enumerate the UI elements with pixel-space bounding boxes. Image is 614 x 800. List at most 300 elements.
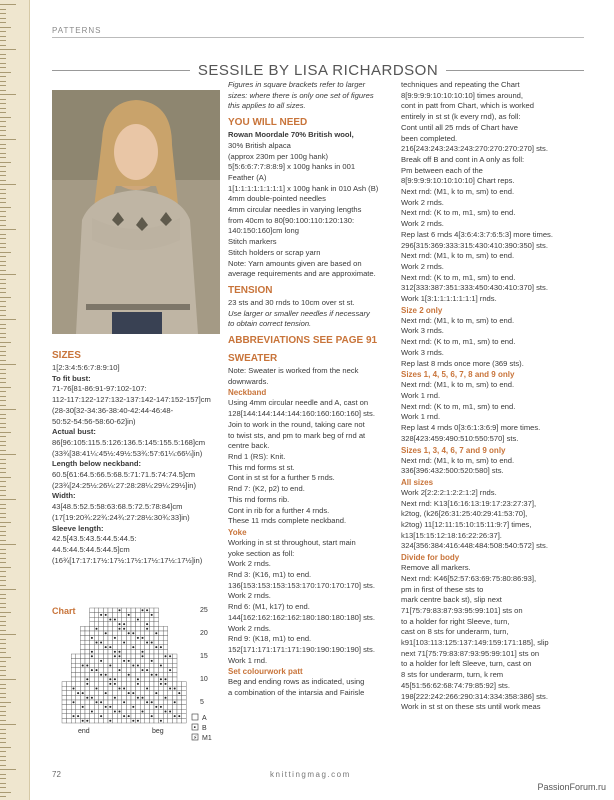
chart-cell xyxy=(149,668,154,673)
chart-cell xyxy=(108,659,113,664)
text-line: cast on 8 sts for underarm, turn, xyxy=(401,627,509,637)
chart-cell xyxy=(126,649,131,654)
ruler-tick xyxy=(0,454,16,455)
text-line: Rnd 7: (K2, p2) to end. xyxy=(228,484,305,494)
chart-cell xyxy=(159,626,164,631)
chart-dot-b xyxy=(105,674,107,676)
chart-dot-b xyxy=(105,632,107,634)
ruler-tick xyxy=(0,742,6,743)
chart-cell xyxy=(113,686,118,691)
chart-dot-b xyxy=(96,688,98,690)
chart-row-label: 10 xyxy=(200,676,208,683)
ruler-tick xyxy=(0,441,6,442)
chart-cell xyxy=(149,663,154,668)
chart-dot-b xyxy=(151,715,153,717)
chart-cell xyxy=(140,691,145,696)
chart-cell xyxy=(131,682,136,687)
chart-cell xyxy=(71,659,76,664)
chart-cell xyxy=(103,668,108,673)
chart-cell xyxy=(103,686,108,691)
ruler-tick xyxy=(0,346,6,347)
ruler-tick xyxy=(0,715,6,716)
chart-cell xyxy=(71,663,76,668)
text-line: Work 2 rnds. xyxy=(401,261,444,271)
model-photo xyxy=(52,90,220,334)
chart-cell xyxy=(62,695,67,700)
ruler-tick xyxy=(0,247,6,248)
chart-row-label: 15 xyxy=(200,653,208,660)
chart-cell xyxy=(163,672,168,677)
chart-cell xyxy=(94,608,99,613)
chart-cell xyxy=(122,645,127,650)
chart-cell xyxy=(149,677,154,682)
chart-cell xyxy=(131,677,136,682)
chart-cell xyxy=(172,691,177,696)
chart-cell xyxy=(117,645,122,650)
chart-cell xyxy=(154,649,159,654)
chart-dot-b xyxy=(114,697,116,699)
title-line-left xyxy=(52,70,190,71)
chart-cell xyxy=(182,691,187,696)
chart-cell xyxy=(182,682,187,687)
ruler-tick xyxy=(0,751,6,752)
chart-cell xyxy=(145,631,150,636)
chart-cell xyxy=(94,645,99,650)
text-line: This rnd forms st st. xyxy=(228,462,295,472)
chart-dot-b xyxy=(119,688,121,690)
ruler-tick xyxy=(0,378,6,379)
ruler-tick xyxy=(0,499,16,500)
text-line: Length below neckband: xyxy=(52,459,142,469)
chart-dot-b xyxy=(142,669,144,671)
chart-cell xyxy=(103,677,108,682)
text-line: Work 2 rnds. xyxy=(228,623,271,633)
chart-cell xyxy=(154,714,159,719)
chart-cell xyxy=(71,695,76,700)
text-line: Cont in rib for a further 4 rnds. xyxy=(228,505,330,515)
chart-cell xyxy=(140,682,145,687)
legend-swatch xyxy=(192,714,198,720)
chart-cell xyxy=(122,608,127,613)
chart-cell xyxy=(117,682,122,687)
chart-cell xyxy=(94,691,99,696)
chart-cell xyxy=(103,695,108,700)
text-line: 30% British alpaca xyxy=(228,140,291,150)
chart-cell xyxy=(122,613,127,618)
ruler-tick xyxy=(0,508,6,509)
chart-cell xyxy=(71,691,76,696)
ruler-tick xyxy=(0,400,6,401)
chart-cell xyxy=(131,686,136,691)
ruler-tick xyxy=(0,423,6,424)
chart-cell xyxy=(149,691,154,696)
text-line: 50:52-54:56-58:60-62]in) xyxy=(52,416,136,426)
chart-dot-b xyxy=(86,697,88,699)
ruler-tick xyxy=(0,27,11,28)
text-line: 8[9:9:9:9:10:10:10:10] times around, xyxy=(401,90,524,100)
chart-cell xyxy=(113,672,118,677)
chart-cell xyxy=(90,700,95,705)
ruler-tick xyxy=(0,310,6,311)
text-line: to a holder for right Sleeve, turn, xyxy=(401,616,510,626)
chart-cell xyxy=(163,636,168,641)
ruler-tick xyxy=(0,252,11,253)
chart-dot-b xyxy=(109,646,111,648)
chart-cell xyxy=(149,695,154,700)
ruler-tick xyxy=(0,301,6,302)
chart-cell xyxy=(140,663,145,668)
chart-cell xyxy=(172,695,177,700)
chart-cell xyxy=(117,636,122,641)
chart-cell xyxy=(163,649,168,654)
chart-title: Chart xyxy=(52,606,76,616)
chart-cell xyxy=(145,718,150,723)
chart-cell xyxy=(113,705,118,710)
chart-cell xyxy=(99,626,104,631)
ruler-tick xyxy=(0,796,6,797)
chart-dot-b xyxy=(169,655,171,657)
chart-cell xyxy=(90,640,95,645)
chart-dot-b xyxy=(132,646,134,648)
chart-dot-b xyxy=(142,655,144,657)
ruler-tick xyxy=(0,607,6,608)
chart-cell xyxy=(85,626,90,631)
chart-cell xyxy=(103,714,108,719)
chart-cell xyxy=(94,705,99,710)
ruler-tick xyxy=(0,211,6,212)
chart-dot-b xyxy=(155,632,157,634)
chart-cell xyxy=(126,705,131,710)
chart-end-label: end xyxy=(78,728,90,735)
chart-cell xyxy=(149,645,154,650)
ruler-tick xyxy=(0,121,6,122)
chart-cell xyxy=(80,626,85,631)
chart-cell xyxy=(80,695,85,700)
text-line: techniques and repeating the Chart xyxy=(401,80,520,89)
chart-cell xyxy=(159,631,164,636)
chart-cell xyxy=(136,714,141,719)
chart-row-label: 25 xyxy=(200,607,208,614)
chart-cell xyxy=(117,631,122,636)
text-line: 8 sts for underarm, turn, k rem xyxy=(401,670,504,680)
chart-cell xyxy=(126,718,131,723)
text-line: cont in patt from Chart, which is worked xyxy=(401,101,534,111)
chart-cell xyxy=(136,649,141,654)
ruler-tick xyxy=(0,193,6,194)
ruler-tick xyxy=(0,657,11,658)
chart-dot-b xyxy=(169,688,171,690)
chart-cell xyxy=(159,654,164,659)
text-line: (23¾[24:25½:26¼:27:28:28¼:29¼:29½]in) xyxy=(52,480,196,490)
text-line: Figures in square brackets refer to larger xyxy=(228,80,366,89)
chart-cell xyxy=(163,668,168,673)
chart-dot-b xyxy=(146,628,148,630)
chart-dot-b xyxy=(100,660,102,662)
ruler-tick xyxy=(0,562,6,563)
ruler-tick xyxy=(0,684,6,685)
chart-dot-b xyxy=(146,623,148,625)
chart-cell xyxy=(76,682,81,687)
chart-dot-b xyxy=(119,669,121,671)
text-line: (16¾[17:17:17½:17½:17½:17½:17½:17½]in) xyxy=(52,555,203,565)
chart-cell xyxy=(99,654,104,659)
chart-cell xyxy=(90,608,95,613)
text-line: Work 2[2:2:2:1:2:2:1:2] rnds. xyxy=(401,487,497,497)
chart-dot-b xyxy=(123,623,125,625)
chart-cell xyxy=(126,663,131,668)
chart-cell xyxy=(131,626,136,631)
text-line: downwards. xyxy=(228,376,269,386)
ruler-tick xyxy=(0,355,6,356)
ruler-tick xyxy=(0,418,6,419)
ruler-tick xyxy=(0,688,6,689)
section-heading: YOU WILL NEED xyxy=(228,117,308,129)
ruler-tick xyxy=(0,13,6,14)
text-line: 4mm double-pointed needles xyxy=(228,194,326,204)
ruler-tick xyxy=(0,414,6,415)
chart-cell xyxy=(94,654,99,659)
ruler-tick xyxy=(0,265,6,266)
chart-cell xyxy=(103,622,108,627)
chart-cell xyxy=(108,709,113,714)
chart-cell xyxy=(94,714,99,719)
site-url: knittingmag.com xyxy=(270,770,351,779)
pattern-title: SESSILE BY LISA RICHARDSON xyxy=(197,62,439,79)
chart-cell xyxy=(62,714,67,719)
chart-cell xyxy=(154,677,159,682)
chart-dot-b xyxy=(86,683,88,685)
chart-cell xyxy=(108,691,113,696)
text-line: 60.5[61:64.5:66.5:68.5:71:71.5:74:74.5]cm xyxy=(52,470,196,480)
chart-dot-b xyxy=(73,701,75,703)
text-line: k2tog) 11[12:11:15:10:15:11:9:7] times, xyxy=(401,520,532,530)
chart-cell xyxy=(94,631,99,636)
chart-dot-b xyxy=(91,637,93,639)
chart-cell xyxy=(126,709,131,714)
chart-dot-b xyxy=(155,674,157,676)
chart-cell xyxy=(182,714,187,719)
chart-cell xyxy=(67,718,72,723)
chart-cell xyxy=(62,705,67,710)
chart-cell xyxy=(182,718,187,723)
chart-cell xyxy=(108,649,113,654)
chart-dot-b xyxy=(132,632,134,634)
text-line: 1[2:3:4:5:6:7:8:9:10] xyxy=(52,363,120,372)
chart-cell xyxy=(90,663,95,668)
chart-cell xyxy=(126,626,131,631)
chart-cell xyxy=(136,654,141,659)
chart-dot-b xyxy=(119,651,121,653)
text-line: Rnd 3: (K16, m1) to end. xyxy=(228,570,312,580)
chart-dot-b xyxy=(123,688,125,690)
chart-cell xyxy=(103,608,108,613)
chart-dot-b xyxy=(82,706,84,708)
ruler-tick xyxy=(0,621,6,622)
chart-cell xyxy=(140,672,145,677)
chart-cell xyxy=(140,714,145,719)
chart-cell xyxy=(177,695,182,700)
chart-cell xyxy=(108,686,113,691)
text-line: Rnd 6: (M1, k17) to end. xyxy=(228,602,310,612)
chart-cell xyxy=(172,654,177,659)
ruler-tick xyxy=(0,31,6,32)
ruler-tick xyxy=(0,220,6,221)
chart-cell xyxy=(145,636,150,641)
ruler-tick xyxy=(0,99,6,100)
chart-cell xyxy=(90,718,95,723)
text-line: Rep last 4 rnds 0[3:6:1:3:6:9] more times. xyxy=(401,423,541,433)
text-line: Cont until all 25 rnds of Chart have xyxy=(401,122,518,132)
ruler-tick xyxy=(0,315,6,316)
chart-cell xyxy=(159,636,164,641)
ruler-tick xyxy=(0,522,11,523)
chart-cell xyxy=(94,672,99,677)
ruler-tick xyxy=(0,472,6,473)
text-line: 336[396:432:500:520:580] sts. xyxy=(401,466,504,476)
chart-cell xyxy=(99,608,104,613)
chart-cell xyxy=(67,714,72,719)
chart-dot-b xyxy=(142,637,144,639)
chart-dot-b xyxy=(137,683,139,685)
chart-cell xyxy=(117,718,122,723)
text-line: sizes: where there is only one set of figures xyxy=(228,90,374,100)
text-line: 312[333:387:351:333:450:430:410:370] sts. xyxy=(401,283,548,293)
chart-cell xyxy=(90,613,95,618)
chart-dot-b xyxy=(178,692,180,694)
ruler-tick xyxy=(0,733,6,734)
text-line: Next rnd: (M1, k to m, sm) to end. xyxy=(401,380,515,390)
ruler-tick xyxy=(0,279,6,280)
ruler-tick xyxy=(0,774,6,775)
chart-cell xyxy=(154,682,159,687)
chart-dot-b xyxy=(119,655,121,657)
ruler-tick xyxy=(0,4,16,5)
chart-dot-b xyxy=(132,720,134,722)
chart-cell xyxy=(67,695,72,700)
chart-cell xyxy=(140,705,145,710)
section-heading: Sizes 1, 3, 4, 6, 7 and 9 only xyxy=(401,445,506,455)
chart-dot-b xyxy=(96,628,98,630)
chart-cell xyxy=(154,709,159,714)
chart-dot-b xyxy=(174,715,176,717)
section-heading: Size 2 only xyxy=(401,305,443,315)
chart-cell xyxy=(163,631,168,636)
chart-cell xyxy=(76,700,81,705)
chart-cell xyxy=(80,645,85,650)
chart-dot-b xyxy=(100,614,102,616)
chart-cell xyxy=(136,686,141,691)
ruler-tick xyxy=(0,427,6,428)
chart-cell xyxy=(71,654,76,659)
chart-cell xyxy=(182,705,187,710)
chart-cell xyxy=(62,682,67,687)
chart-cell xyxy=(85,700,90,705)
chart-cell xyxy=(85,649,90,654)
watermark: PassionForum.ru xyxy=(537,782,606,792)
ruler-tick xyxy=(0,108,6,109)
chart-cell xyxy=(67,686,72,691)
chart-dot-b xyxy=(128,614,130,616)
ruler-tick xyxy=(0,184,16,185)
ruler-tick xyxy=(0,256,6,257)
ruler-tick xyxy=(0,297,11,298)
text-line: 216[243:243:243:243:270:270:270:270] sts. xyxy=(401,144,548,154)
chart-cell xyxy=(154,695,159,700)
chart-dot-b xyxy=(109,665,111,667)
chart-cell xyxy=(140,626,145,631)
title-line-right xyxy=(446,70,584,71)
sizes-column xyxy=(52,345,220,566)
chart-dot-b xyxy=(151,660,153,662)
ruler-tick xyxy=(0,603,6,604)
text-line: centre back. xyxy=(228,441,270,451)
chart-cell xyxy=(163,718,168,723)
chart-cell xyxy=(76,668,81,673)
text-line: mark centre back st), slip next xyxy=(401,595,502,605)
text-line: Next rnd: (M1, k to m, sm) to end. xyxy=(401,251,515,261)
chart-dot-b xyxy=(165,655,167,657)
chart-dot-b xyxy=(86,665,88,667)
chart-cell xyxy=(172,718,177,723)
chart-cell xyxy=(99,617,104,622)
text-line: 136[153:153:153:153:170:170:170:170] sts. xyxy=(228,580,375,590)
chart-cell xyxy=(126,682,131,687)
ruler-tick xyxy=(0,468,6,469)
chart-dot-b xyxy=(114,619,116,621)
chart-cell xyxy=(131,695,136,700)
ruler-tick xyxy=(0,396,6,397)
chart-dot-b xyxy=(160,706,162,708)
chart-cell xyxy=(76,663,81,668)
chart-cell xyxy=(136,622,141,627)
chart-cell xyxy=(168,663,173,668)
ruler-tick xyxy=(0,360,6,361)
chart-dot-b xyxy=(123,715,125,717)
text-line: Next rnd: K46[52:57:63:69:75:80:86:93], xyxy=(401,573,537,583)
chart-cell xyxy=(62,709,67,714)
chart-cell xyxy=(149,626,154,631)
section-heading: Neckband xyxy=(228,388,267,398)
text-line: Sleeve length: xyxy=(52,523,104,533)
ruler-tick xyxy=(0,450,6,451)
chart-cell xyxy=(113,691,118,696)
ruler-tick xyxy=(0,135,6,136)
ruler-tick xyxy=(0,292,6,293)
ruler-tick xyxy=(0,459,6,460)
chart-cell xyxy=(80,631,85,636)
chart-cell xyxy=(113,640,118,645)
chart-dot-b xyxy=(109,619,111,621)
ruler-tick xyxy=(0,778,6,779)
text-line: Actual bust: xyxy=(52,427,96,437)
chart-dot-b xyxy=(73,715,75,717)
text-line: k91[103:113:125:137:149:159:171:185], slip xyxy=(401,638,549,648)
chart-cell xyxy=(131,613,136,618)
chart-cell xyxy=(163,663,168,668)
text-line: 324[356:384:416:448:484:508:540:572] sts. xyxy=(401,541,548,551)
chart-dot-b xyxy=(123,660,125,662)
chart-cell xyxy=(80,700,85,705)
chart-cell xyxy=(90,622,95,627)
chart-cell xyxy=(80,709,85,714)
chart-cell xyxy=(103,654,108,659)
text-line: 45[51:56:62:68:74:79:85:92] sts. xyxy=(401,680,510,690)
ruler-tick xyxy=(0,535,6,536)
chart-cell xyxy=(145,705,150,710)
chart-cell xyxy=(154,663,159,668)
text-line: Work 2 rnds. xyxy=(228,559,271,569)
section-heading: Sizes 1, 4, 5, 6, 7, 8 and 9 only xyxy=(401,370,515,380)
